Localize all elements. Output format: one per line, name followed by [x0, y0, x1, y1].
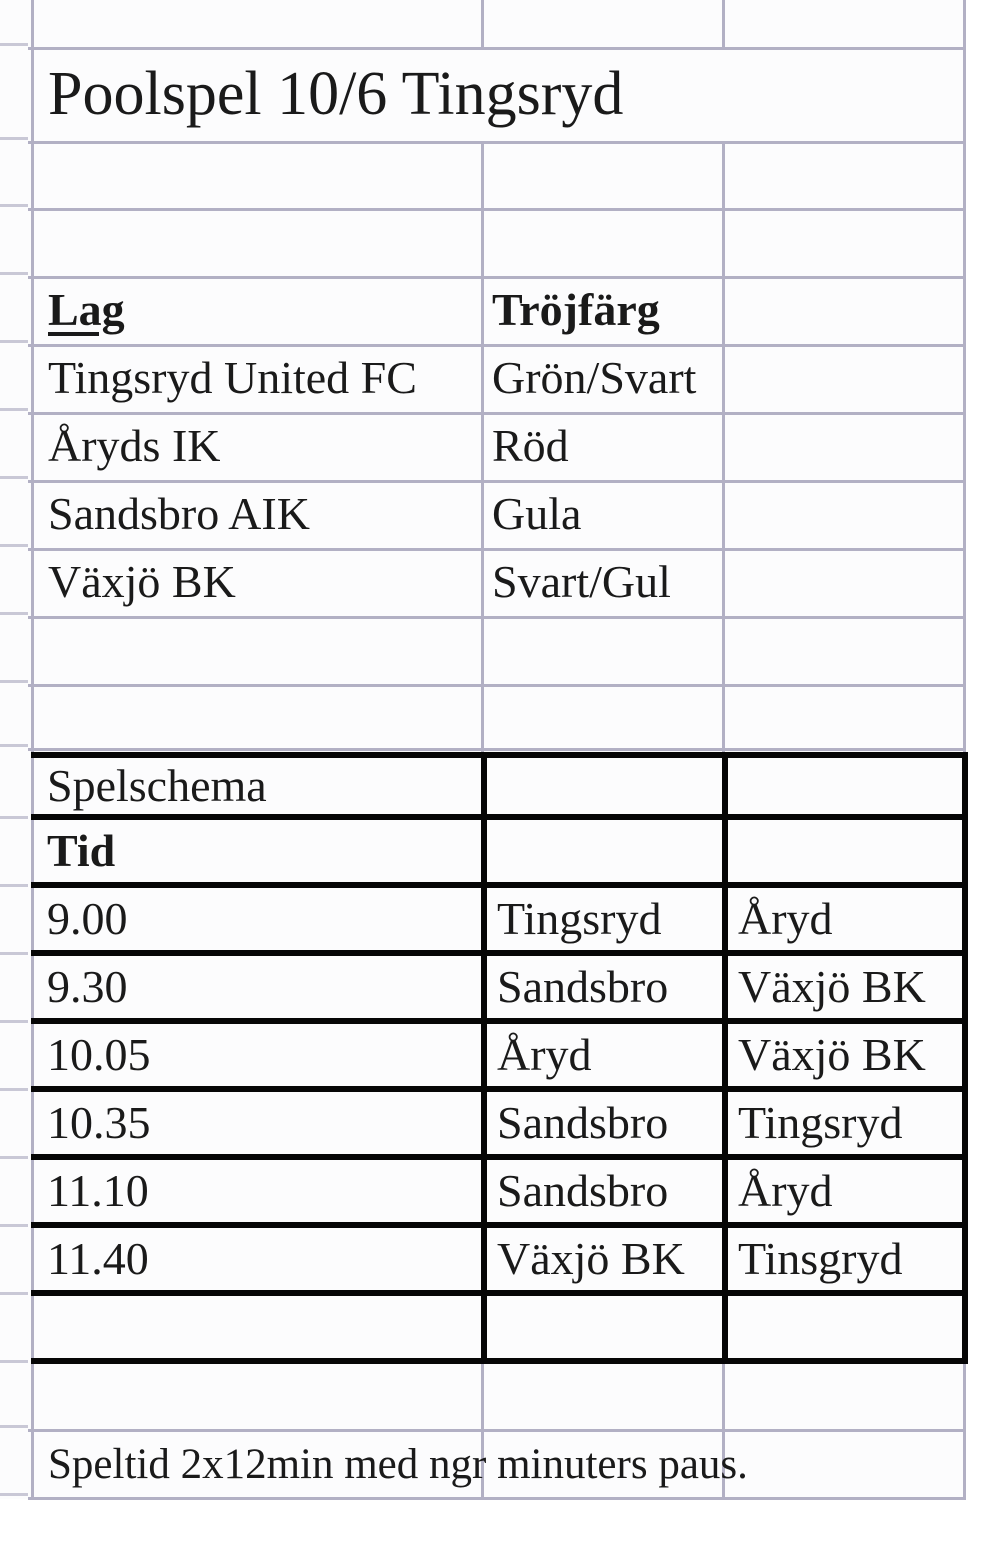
match-away-team: Växjö BK — [728, 1024, 962, 1092]
time-header-cell: Tid — [31, 820, 487, 888]
empty-cell — [31, 1296, 487, 1358]
gridline-vertical — [722, 0, 725, 47]
page-title: Poolspel 10/6 Tingsryd — [48, 60, 624, 128]
match-time: 9.00 — [31, 888, 487, 956]
playtime-note: Speltid 2x12min med ngr minuters paus. — [48, 1440, 748, 1488]
match-time: 10.05 — [31, 1024, 487, 1092]
gridline-stub — [0, 1493, 28, 1496]
gridline-stub — [0, 1020, 28, 1023]
gridline-horizontal — [28, 748, 966, 751]
schedule-table — [31, 752, 968, 1364]
team-name: Tingsryd United FC — [48, 352, 417, 403]
gridline-stub — [0, 816, 28, 819]
gridline-stub — [0, 612, 28, 615]
gridline-stub — [0, 680, 28, 683]
gridline-stub — [0, 137, 28, 140]
match-away-team: Tingsryd — [728, 1092, 962, 1160]
match-away-team: Växjö BK — [728, 956, 962, 1024]
gridline-stub — [0, 1088, 28, 1091]
empty-cell — [728, 1296, 962, 1358]
gridline-horizontal — [28, 1497, 966, 1500]
page-margin-bottom — [0, 1499, 1000, 1559]
gridline-vertical — [481, 141, 484, 752]
match-away-team: Åryd — [728, 888, 962, 956]
empty-cell — [728, 758, 962, 820]
team-shirt-color: Gula — [492, 488, 582, 539]
schedule-heading-cell: Spelschema — [31, 758, 487, 820]
match-time: 9.30 — [31, 956, 487, 1024]
gridline-horizontal — [28, 141, 966, 144]
teams-header-trojfarg: Tröjfärg — [492, 284, 660, 335]
gridline-stub — [0, 1156, 28, 1159]
gridline-stub — [0, 1360, 28, 1363]
match-home-team: Sandsbro — [487, 1092, 728, 1160]
team-shirt-color: Svart/Gul — [492, 556, 671, 607]
gridline-stub — [0, 204, 28, 207]
match-time: 11.10 — [31, 1160, 487, 1228]
gridline-stub — [0, 1292, 28, 1295]
teams-header-lag-label: Lag — [48, 284, 125, 335]
teams-header-lag — [44, 276, 125, 344]
gridline-stub — [0, 544, 28, 547]
match-time: 11.40 — [31, 1228, 487, 1296]
gridline-stub — [0, 884, 28, 887]
page-margin-right — [966, 0, 1000, 1559]
gridline-stub — [0, 43, 28, 46]
empty-cell — [487, 758, 728, 820]
team-shirt-color: Grön/Svart — [492, 352, 697, 403]
gridline-horizontal — [28, 684, 966, 687]
gridline-vertical — [481, 0, 484, 47]
gridline-stub — [0, 340, 28, 343]
gridline-stub — [0, 272, 28, 275]
empty-cell — [728, 820, 962, 888]
gridline-stub — [0, 744, 28, 747]
match-time: 10.35 — [31, 1092, 487, 1160]
team-name: Växjö BK — [48, 556, 236, 607]
match-home-team: Växjö BK — [487, 1228, 728, 1296]
team-name: Åryds IK — [48, 420, 221, 471]
gridline-stub — [0, 1425, 28, 1428]
empty-cell — [487, 1296, 728, 1358]
match-home-team: Sandsbro — [487, 956, 728, 1024]
team-name: Sandsbro AIK — [48, 488, 310, 539]
gridline-stub — [0, 408, 28, 411]
match-home-team: Sandsbro — [487, 1160, 728, 1228]
gridline-stub — [0, 476, 28, 479]
empty-cell — [487, 820, 728, 888]
gridline-horizontal — [28, 616, 966, 619]
match-home-team: Tingsryd — [487, 888, 728, 956]
gridline-stub — [0, 1224, 28, 1227]
team-shirt-color: Röd — [492, 420, 569, 471]
match-away-team: Åryd — [728, 1160, 962, 1228]
gridline-vertical — [722, 141, 725, 752]
gridline-stub — [0, 952, 28, 955]
match-away-team: Tinsgryd — [728, 1228, 962, 1296]
match-home-team: Åryd — [487, 1024, 728, 1092]
gridline-horizontal — [28, 208, 966, 211]
